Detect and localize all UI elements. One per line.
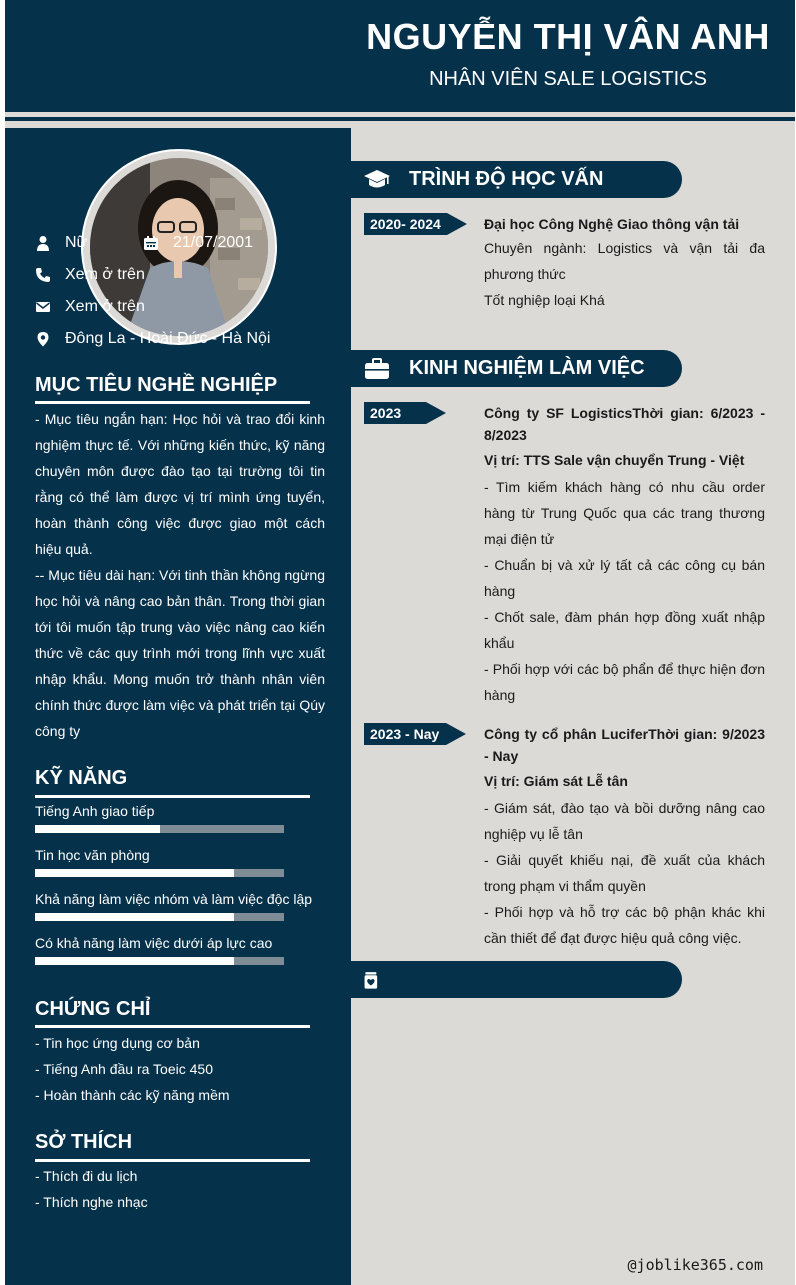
certificate-item: - Hoàn thành các kỹ năng mềm [35, 1087, 230, 1103]
experience-title: KINH NGHIỆM LÀM VIỆC [409, 357, 645, 379]
certificates-list [35, 1030, 325, 1108]
skill-item [35, 933, 315, 965]
skill-name: Có khả năng làm việc dưới áp lực cao [35, 935, 273, 951]
job-period-tag [364, 723, 466, 745]
watermark: @joblike365.com [627, 1256, 763, 1274]
skill-item [35, 845, 315, 877]
email-row [35, 298, 145, 316]
skills-divider [35, 795, 310, 798]
job-task: - Giải quyết khiếu nại, đề xuất của khách trong phạm vi thẩm quyền [484, 852, 765, 894]
job-position: Vị trí: Giám sát Lễ tân [484, 773, 628, 789]
skill-level-bar [35, 957, 284, 965]
hobby-item: - Thích nghe nhạc [35, 1194, 148, 1210]
phone-value: Xem ở trên [65, 266, 145, 283]
skill-item [35, 889, 315, 921]
job-entry [484, 402, 765, 708]
education-header [351, 161, 682, 198]
job-task: - Giám sát, đào tạo và bồi dưỡng nâng cao nghiệp vụ lễ tân [484, 800, 765, 842]
candidate-job-title: NHÂN VIÊN SALE LOGISTICS [429, 68, 707, 90]
birthday-row [143, 234, 253, 252]
tag-arrow [446, 723, 466, 745]
education-result: Tốt nghiệp loại Khá [484, 292, 605, 308]
skill-name: Tin học văn phòng [35, 847, 150, 863]
certificate-item: - Tiếng Anh đầu ra Toeic 450 [35, 1061, 213, 1077]
award-heart-icon [363, 968, 385, 992]
skill-item [35, 801, 315, 833]
cv-page [5, 0, 795, 1285]
experience-header [351, 350, 682, 387]
education-title: TRÌNH ĐỘ HỌC VẤN [409, 168, 604, 190]
phone-icon [35, 267, 51, 283]
skill-level-fill [35, 869, 234, 877]
sidebar [5, 128, 351, 1285]
job-task: - Chốt sale, đàm phán hợp đồng xuất nhập khẩu [484, 609, 765, 651]
job-position: Vị trí: TTS Sale vận chuyển Trung - Việt [484, 452, 745, 468]
skill-level-fill [35, 913, 234, 921]
certificate-item: - Tin học ứng dụng cơ bản [35, 1035, 200, 1051]
gender-row [35, 234, 87, 252]
envelope-icon [35, 299, 51, 315]
education-period: 2020- 2024 [364, 213, 447, 235]
hobby-item: - Thích đi du lịch [35, 1168, 138, 1184]
job-entry [484, 723, 765, 951]
calendar-icon [143, 235, 159, 251]
skill-level-fill [35, 825, 160, 833]
job-task: - Phối hợp với các bộ phẩn để thực hiện đơn hàng [484, 661, 765, 703]
hobbies-divider [35, 1159, 310, 1162]
skill-name: Tiếng Anh giao tiếp [35, 803, 155, 819]
skill-level-bar [35, 869, 284, 877]
hobbies-title: SỞ THÍCH [35, 1131, 133, 1153]
job-company: Công ty SF LogisticsThời gian: 6/2023 - 8/2023 [484, 405, 765, 443]
skill-level-bar [35, 913, 284, 921]
job-period: 2023 [364, 402, 426, 424]
address-value: Đông La - Hoài Đức - Hà Nội [65, 330, 271, 347]
header-divider [5, 117, 795, 121]
certificates-divider [35, 1025, 310, 1028]
education-major: Chuyên ngành: Logistics và vận tải đa phương thức [484, 240, 765, 282]
birthday-value: 21/07/2001 [173, 234, 254, 251]
education-period-tag [364, 213, 467, 235]
tag-arrow [447, 213, 467, 235]
briefcase-icon [363, 357, 391, 381]
tag-arrow [426, 402, 446, 424]
gender-value: Nữ [65, 234, 88, 251]
education-entry [484, 213, 765, 313]
objective-divider [35, 401, 310, 404]
skill-level-fill [35, 957, 234, 965]
job-task: - Chuẩn bị và xử lý tất cả các công cụ bán hàng [484, 557, 765, 599]
email-value: Xem ở trên [65, 298, 145, 315]
objective-text [35, 406, 325, 744]
job-company: Công ty cổ phân LuciferThời gian: 9/2023 - Nay [484, 726, 765, 764]
address-row [35, 330, 270, 348]
objective-title: MỤC TIÊU NGHỀ NGHIỆP [35, 374, 278, 396]
graduation-cap-icon [363, 168, 391, 192]
candidate-name: NGUYỄN THỊ VÂN ANH [366, 16, 770, 57]
job-period: 2023 - Nay [364, 723, 446, 745]
hobbies-list [35, 1163, 325, 1215]
objective-long-term: -- Mục tiêu dài hạn: Với tinh thần không ngừng học hỏi và nâng cao bản thân. Trong thời gian tới tôi muốn tập trung vào việc nâng cao kiến thức về các quy trình mới trong lĩnh vực xuất nhập khẩu. Mong muốn trở thành nhân viên chính thức được làm việc và phát triển tại Qúy công ty [35, 567, 325, 739]
job-task: - Phối hợp và hỗ trợ các bộ phận khác khi cần thiết để đạt được hiệu quả công việc. [484, 904, 765, 946]
objective-short-term: - Mục tiêu ngắn hạn: Học hỏi và trao đổi kinh nghiệm thực tế. Với những kiến thức, kỹ năng chuyên môn được đào tạo tại trường tôi tin rằng có thể làm được vị trí mình ứng tuyển, hoàn thành công việc được giao một cách hiệu quả. [35, 411, 325, 557]
awards-header [351, 961, 682, 998]
job-task: - Tìm kiếm khách hàng có nhu cầu order hàng từ Trung Quốc qua các trang thương mại điện tử [484, 479, 765, 547]
phone-row [35, 266, 145, 284]
skills-title: KỸ NĂNG [35, 767, 128, 789]
skill-level-bar [35, 825, 284, 833]
skill-name: Khả năng làm việc nhóm và làm việc độc lập [35, 891, 313, 907]
certificates-title: CHỨNG CHỈ [35, 998, 151, 1020]
user-icon [35, 235, 51, 251]
education-school: Đại học Công Nghệ Giao thông vận tải [484, 216, 740, 232]
job-period-tag [364, 402, 446, 424]
location-pin-icon [35, 331, 51, 347]
